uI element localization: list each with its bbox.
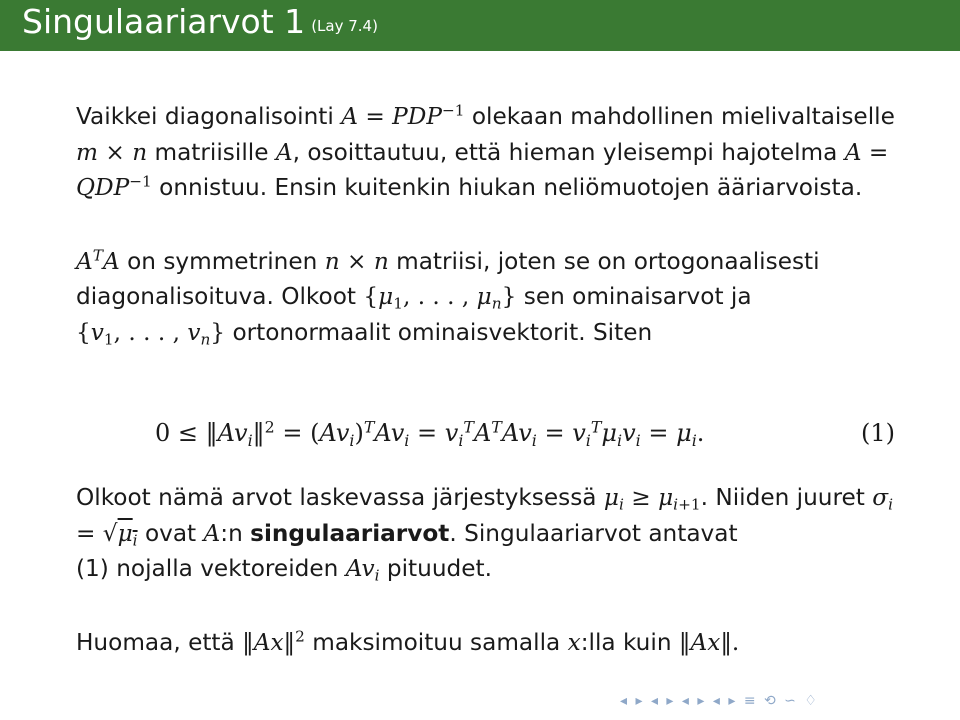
text: diagonalisoituva. Olkoot xyxy=(76,283,356,310)
text: juuret xyxy=(796,484,865,511)
text: (1) nojalla vektoreiden xyxy=(76,555,339,582)
title-source: (Lay 7.4) xyxy=(311,17,378,35)
text: olekaan mahdollinen xyxy=(471,103,714,130)
text: matriisi, joten se on ortogonaalisesti xyxy=(396,247,820,275)
text: sen ominaisarvot ja xyxy=(523,283,752,310)
beamer-navigation[interactable]: ◂ ▸ ◂ ▸ ◂ ▸ ◂ ▸ ≡ ⟲ ∽ ♢ xyxy=(620,693,819,709)
text: yleisempi hajotelma xyxy=(602,138,838,166)
paragraph-symmetric: $A^TA$ on symmetrinen n × n matriisi, joten se on ortogonaalisesti diagonalisoituva. Olkoot {$\mu_1$, . . . , $\mu_n$} sen ominaisarvot ja {$v_1$, . . . , $v_n$} ortonormaalit ominaisvektorit. Siten xyxy=(76,246,820,349)
paragraph-note: Huomaa, että ‖Ax‖$^2$ maksimoituu samalla x:lla kuin ‖Ax‖. xyxy=(76,627,740,656)
text: maksimoituu samalla xyxy=(312,628,561,656)
text: , osoittautuu, että hieman xyxy=(292,138,596,166)
slide-content xyxy=(76,99,896,350)
text: ortonormaalit ominaisvektorit. Siten xyxy=(232,318,653,346)
text: onnistuu. Ensin kuitenkin hiukan xyxy=(159,174,537,201)
text: :lla kuin xyxy=(580,628,672,656)
text: on symmetrinen xyxy=(127,247,318,275)
text: Huomaa, että xyxy=(76,628,235,656)
paragraph-intro: Vaikkei diagonalisointi $A = PDP^{-1}$ olekaan mahdollinen mielivaltaiselle m × n matriisille A, osoittautuu, että hieman yleisempi hajotelma $A = QDP^{-1}$ onnistuu. Ensin kuitenkin hiukan neliömuotojen ääriarvoista. xyxy=(76,101,895,201)
title-bar xyxy=(0,0,960,51)
slide-title xyxy=(22,2,378,41)
text: matriisille xyxy=(154,138,269,166)
text: Olkoot nämä arvot laskevassa järjestyksessä xyxy=(76,484,597,511)
text: . Niiden xyxy=(700,484,790,511)
slide-content-lower xyxy=(76,480,896,660)
text: neliömuotojen ääriarvoista. xyxy=(543,174,863,201)
text: pituudet. xyxy=(386,555,492,582)
paragraph-singular-values: Olkoot nämä arvot laskevassa järjestyksessä $\mu_i \ge \mu_{i+1}$. Niiden juuret $\sigma_i = √\mu_i$ ovat A:n singulaariarvot. Singulaariarvot antavat (1) nojalla vektoreiden $Av_i$ pituudet. xyxy=(76,484,893,585)
equation-number: (1) xyxy=(861,419,895,447)
text: . Singulaariarvot antavat xyxy=(449,519,738,547)
text: :n xyxy=(220,519,243,547)
text: ovat xyxy=(144,519,197,547)
title-text: Singulaariarvot 1 xyxy=(22,2,306,41)
text: mielivaltaiselle xyxy=(721,103,895,130)
equation-1: $0 \le ‖Av_i‖^2 = (Av_i)^TAv_i = v_i^TA^TAv_i = v_i^T\mu_iv_i = \mu_i$. (1) xyxy=(155,417,895,450)
keyword-singulaariarvot: singulaariarvot xyxy=(250,519,450,547)
text: Vaikkei diagonalisointi xyxy=(76,103,334,130)
